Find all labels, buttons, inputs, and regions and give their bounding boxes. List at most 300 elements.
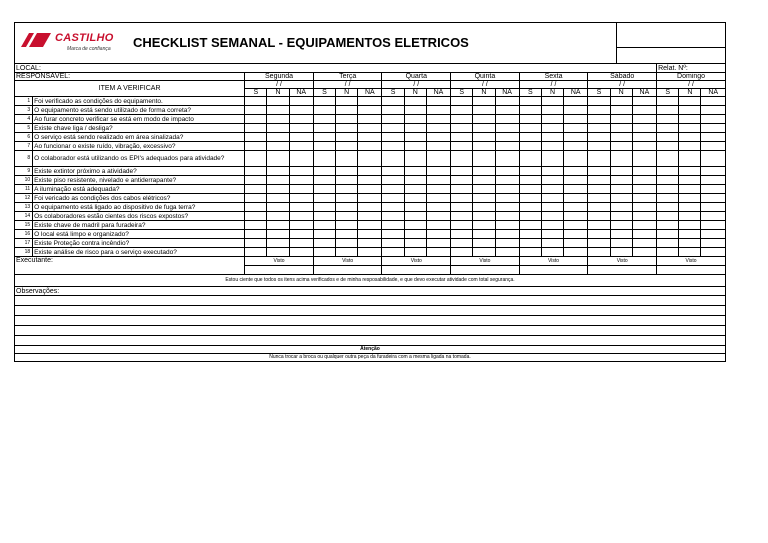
check-cell[interactable]: [451, 176, 473, 185]
check-cell[interactable]: [541, 212, 563, 221]
check-cell[interactable]: [519, 176, 541, 185]
check-cell[interactable]: [541, 167, 563, 176]
check-cell[interactable]: [495, 212, 519, 221]
check-cell[interactable]: [382, 142, 404, 151]
check-cell[interactable]: [473, 151, 495, 167]
check-cell[interactable]: [679, 133, 701, 142]
local-field[interactable]: LOCAL:: [15, 64, 657, 73]
check-cell[interactable]: [358, 142, 382, 151]
check-cell[interactable]: [245, 212, 267, 221]
check-cell[interactable]: [473, 185, 495, 194]
check-cell[interactable]: [404, 106, 426, 115]
check-cell[interactable]: [679, 221, 701, 230]
check-cell[interactable]: [679, 248, 701, 257]
check-cell[interactable]: [289, 115, 313, 124]
check-cell[interactable]: [313, 124, 335, 133]
check-cell[interactable]: [358, 230, 382, 239]
check-cell[interactable]: [313, 239, 335, 248]
check-cell[interactable]: [679, 106, 701, 115]
visto-sign-cell[interactable]: [519, 266, 588, 275]
check-cell[interactable]: [632, 212, 656, 221]
check-cell[interactable]: [519, 142, 541, 151]
check-cell[interactable]: [404, 203, 426, 212]
check-cell[interactable]: [541, 176, 563, 185]
check-cell[interactable]: [588, 167, 610, 176]
check-cell[interactable]: [495, 115, 519, 124]
check-cell[interactable]: [657, 151, 679, 167]
check-cell[interactable]: [451, 212, 473, 221]
check-cell[interactable]: [358, 203, 382, 212]
check-cell[interactable]: [313, 151, 335, 167]
check-cell[interactable]: [495, 124, 519, 133]
check-cell[interactable]: [382, 185, 404, 194]
check-cell[interactable]: [289, 124, 313, 133]
check-cell[interactable]: [245, 230, 267, 239]
check-cell[interactable]: [564, 194, 588, 203]
check-cell[interactable]: [519, 106, 541, 115]
check-cell[interactable]: [289, 142, 313, 151]
check-cell[interactable]: [451, 115, 473, 124]
check-cell[interactable]: [336, 185, 358, 194]
check-cell[interactable]: [451, 239, 473, 248]
visto-sign-cell[interactable]: [313, 266, 382, 275]
date-field[interactable]: / /: [451, 81, 520, 89]
check-cell[interactable]: [610, 221, 632, 230]
check-cell[interactable]: [632, 176, 656, 185]
check-cell[interactable]: [495, 142, 519, 151]
check-cell[interactable]: [313, 167, 335, 176]
check-cell[interactable]: [519, 97, 541, 106]
check-cell[interactable]: [701, 212, 726, 221]
check-cell[interactable]: [588, 115, 610, 124]
check-cell[interactable]: [632, 185, 656, 194]
check-cell[interactable]: [382, 212, 404, 221]
check-cell[interactable]: [358, 194, 382, 203]
check-cell[interactable]: [519, 221, 541, 230]
check-cell[interactable]: [289, 185, 313, 194]
check-cell[interactable]: [473, 194, 495, 203]
check-cell[interactable]: [541, 185, 563, 194]
check-cell[interactable]: [701, 194, 726, 203]
check-cell[interactable]: [267, 97, 289, 106]
check-cell[interactable]: [451, 151, 473, 167]
visto-sign-cell[interactable]: [245, 266, 314, 275]
check-cell[interactable]: [426, 124, 450, 133]
visto-sign-cell[interactable]: [382, 266, 451, 275]
check-cell[interactable]: [245, 124, 267, 133]
check-cell[interactable]: [404, 124, 426, 133]
check-cell[interactable]: [267, 151, 289, 167]
check-cell[interactable]: [267, 194, 289, 203]
check-cell[interactable]: [289, 230, 313, 239]
check-cell[interactable]: [610, 124, 632, 133]
check-cell[interactable]: [426, 151, 450, 167]
check-cell[interactable]: [679, 124, 701, 133]
check-cell[interactable]: [336, 124, 358, 133]
check-cell[interactable]: [588, 97, 610, 106]
check-cell[interactable]: [404, 194, 426, 203]
check-cell[interactable]: [473, 212, 495, 221]
check-cell[interactable]: [289, 97, 313, 106]
check-cell[interactable]: [679, 151, 701, 167]
check-cell[interactable]: [657, 212, 679, 221]
check-cell[interactable]: [701, 151, 726, 167]
check-cell[interactable]: [336, 176, 358, 185]
check-cell[interactable]: [610, 239, 632, 248]
check-cell[interactable]: [588, 176, 610, 185]
check-cell[interactable]: [632, 194, 656, 203]
check-cell[interactable]: [679, 115, 701, 124]
check-cell[interactable]: [495, 239, 519, 248]
observacoes-line[interactable]: [15, 296, 726, 306]
check-cell[interactable]: [404, 142, 426, 151]
check-cell[interactable]: [701, 97, 726, 106]
check-cell[interactable]: [701, 203, 726, 212]
check-cell[interactable]: [473, 230, 495, 239]
check-cell[interactable]: [404, 248, 426, 257]
check-cell[interactable]: [541, 221, 563, 230]
check-cell[interactable]: [358, 176, 382, 185]
check-cell[interactable]: [679, 185, 701, 194]
check-cell[interactable]: [289, 106, 313, 115]
check-cell[interactable]: [657, 133, 679, 142]
check-cell[interactable]: [473, 248, 495, 257]
check-cell[interactable]: [495, 248, 519, 257]
check-cell[interactable]: [495, 194, 519, 203]
check-cell[interactable]: [701, 248, 726, 257]
check-cell[interactable]: [657, 115, 679, 124]
check-cell[interactable]: [451, 230, 473, 239]
check-cell[interactable]: [564, 176, 588, 185]
check-cell[interactable]: [519, 185, 541, 194]
check-cell[interactable]: [519, 239, 541, 248]
check-cell[interactable]: [473, 176, 495, 185]
check-cell[interactable]: [679, 230, 701, 239]
check-cell[interactable]: [564, 133, 588, 142]
check-cell[interactable]: [382, 194, 404, 203]
check-cell[interactable]: [657, 97, 679, 106]
check-cell[interactable]: [382, 221, 404, 230]
date-field[interactable]: / /: [657, 81, 726, 89]
check-cell[interactable]: [679, 97, 701, 106]
check-cell[interactable]: [358, 185, 382, 194]
check-cell[interactable]: [701, 185, 726, 194]
check-cell[interactable]: [473, 142, 495, 151]
check-cell[interactable]: [541, 106, 563, 115]
check-cell[interactable]: [289, 248, 313, 257]
check-cell[interactable]: [404, 230, 426, 239]
check-cell[interactable]: [404, 176, 426, 185]
check-cell[interactable]: [473, 167, 495, 176]
check-cell[interactable]: [451, 185, 473, 194]
check-cell[interactable]: [495, 97, 519, 106]
check-cell[interactable]: [336, 133, 358, 142]
check-cell[interactable]: [245, 151, 267, 167]
check-cell[interactable]: [245, 97, 267, 106]
check-cell[interactable]: [632, 203, 656, 212]
check-cell[interactable]: [358, 133, 382, 142]
check-cell[interactable]: [701, 115, 726, 124]
check-cell[interactable]: [358, 221, 382, 230]
check-cell[interactable]: [267, 176, 289, 185]
check-cell[interactable]: [564, 97, 588, 106]
check-cell[interactable]: [267, 221, 289, 230]
check-cell[interactable]: [336, 151, 358, 167]
check-cell[interactable]: [426, 194, 450, 203]
check-cell[interactable]: [451, 142, 473, 151]
check-cell[interactable]: [336, 221, 358, 230]
check-cell[interactable]: [495, 230, 519, 239]
check-cell[interactable]: [610, 212, 632, 221]
check-cell[interactable]: [519, 167, 541, 176]
check-cell[interactable]: [358, 167, 382, 176]
check-cell[interactable]: [313, 176, 335, 185]
relat-field[interactable]: Relat. Nº:: [657, 64, 726, 73]
check-cell[interactable]: [451, 167, 473, 176]
check-cell[interactable]: [267, 124, 289, 133]
check-cell[interactable]: [564, 142, 588, 151]
check-cell[interactable]: [451, 203, 473, 212]
check-cell[interactable]: [382, 230, 404, 239]
check-cell[interactable]: [473, 203, 495, 212]
check-cell[interactable]: [289, 133, 313, 142]
check-cell[interactable]: [336, 248, 358, 257]
check-cell[interactable]: [632, 115, 656, 124]
check-cell[interactable]: [588, 133, 610, 142]
check-cell[interactable]: [610, 106, 632, 115]
check-cell[interactable]: [588, 142, 610, 151]
check-cell[interactable]: [358, 248, 382, 257]
check-cell[interactable]: [657, 194, 679, 203]
check-cell[interactable]: [657, 221, 679, 230]
check-cell[interactable]: [679, 194, 701, 203]
check-cell[interactable]: [610, 230, 632, 239]
check-cell[interactable]: [382, 167, 404, 176]
check-cell[interactable]: [245, 133, 267, 142]
check-cell[interactable]: [610, 115, 632, 124]
check-cell[interactable]: [267, 239, 289, 248]
check-cell[interactable]: [495, 167, 519, 176]
check-cell[interactable]: [404, 167, 426, 176]
check-cell[interactable]: [632, 167, 656, 176]
check-cell[interactable]: [541, 248, 563, 257]
check-cell[interactable]: [382, 203, 404, 212]
check-cell[interactable]: [358, 115, 382, 124]
check-cell[interactable]: [426, 248, 450, 257]
check-cell[interactable]: [679, 212, 701, 221]
check-cell[interactable]: [610, 248, 632, 257]
check-cell[interactable]: [267, 133, 289, 142]
check-cell[interactable]: [701, 239, 726, 248]
check-cell[interactable]: [541, 239, 563, 248]
check-cell[interactable]: [657, 248, 679, 257]
check-cell[interactable]: [404, 115, 426, 124]
check-cell[interactable]: [245, 142, 267, 151]
check-cell[interactable]: [426, 142, 450, 151]
check-cell[interactable]: [632, 97, 656, 106]
check-cell[interactable]: [245, 239, 267, 248]
check-cell[interactable]: [541, 194, 563, 203]
check-cell[interactable]: [426, 115, 450, 124]
check-cell[interactable]: [404, 221, 426, 230]
check-cell[interactable]: [426, 133, 450, 142]
check-cell[interactable]: [519, 133, 541, 142]
check-cell[interactable]: [404, 151, 426, 167]
check-cell[interactable]: [404, 212, 426, 221]
check-cell[interactable]: [358, 212, 382, 221]
check-cell[interactable]: [657, 239, 679, 248]
check-cell[interactable]: [382, 133, 404, 142]
check-cell[interactable]: [588, 221, 610, 230]
check-cell[interactable]: [289, 221, 313, 230]
check-cell[interactable]: [519, 248, 541, 257]
check-cell[interactable]: [632, 124, 656, 133]
check-cell[interactable]: [289, 194, 313, 203]
check-cell[interactable]: [451, 194, 473, 203]
check-cell[interactable]: [519, 151, 541, 167]
check-cell[interactable]: [519, 194, 541, 203]
check-cell[interactable]: [610, 194, 632, 203]
check-cell[interactable]: [245, 248, 267, 257]
check-cell[interactable]: [313, 230, 335, 239]
check-cell[interactable]: [245, 176, 267, 185]
check-cell[interactable]: [313, 185, 335, 194]
check-cell[interactable]: [519, 203, 541, 212]
check-cell[interactable]: [632, 230, 656, 239]
check-cell[interactable]: [564, 115, 588, 124]
date-field[interactable]: / /: [382, 81, 451, 89]
check-cell[interactable]: [541, 151, 563, 167]
check-cell[interactable]: [701, 106, 726, 115]
check-cell[interactable]: [610, 185, 632, 194]
check-cell[interactable]: [289, 212, 313, 221]
check-cell[interactable]: [632, 133, 656, 142]
date-field[interactable]: / /: [588, 81, 657, 89]
check-cell[interactable]: [657, 185, 679, 194]
check-cell[interactable]: [426, 212, 450, 221]
check-cell[interactable]: [267, 230, 289, 239]
check-cell[interactable]: [657, 203, 679, 212]
check-cell[interactable]: [610, 203, 632, 212]
check-cell[interactable]: [267, 115, 289, 124]
check-cell[interactable]: [336, 203, 358, 212]
check-cell[interactable]: [657, 106, 679, 115]
check-cell[interactable]: [358, 124, 382, 133]
check-cell[interactable]: [382, 115, 404, 124]
check-cell[interactable]: [336, 212, 358, 221]
check-cell[interactable]: [588, 230, 610, 239]
check-cell[interactable]: [541, 133, 563, 142]
check-cell[interactable]: [588, 124, 610, 133]
check-cell[interactable]: [426, 185, 450, 194]
check-cell[interactable]: [289, 151, 313, 167]
observacoes-line[interactable]: [15, 326, 726, 336]
check-cell[interactable]: [336, 106, 358, 115]
check-cell[interactable]: [336, 239, 358, 248]
check-cell[interactable]: [245, 185, 267, 194]
check-cell[interactable]: [473, 133, 495, 142]
check-cell[interactable]: [313, 194, 335, 203]
check-cell[interactable]: [426, 176, 450, 185]
check-cell[interactable]: [358, 97, 382, 106]
check-cell[interactable]: [313, 133, 335, 142]
check-cell[interactable]: [588, 239, 610, 248]
check-cell[interactable]: [313, 248, 335, 257]
check-cell[interactable]: [495, 176, 519, 185]
check-cell[interactable]: [495, 133, 519, 142]
check-cell[interactable]: [564, 221, 588, 230]
check-cell[interactable]: [426, 97, 450, 106]
check-cell[interactable]: [404, 239, 426, 248]
check-cell[interactable]: [564, 106, 588, 115]
check-cell[interactable]: [451, 124, 473, 133]
check-cell[interactable]: [564, 167, 588, 176]
check-cell[interactable]: [451, 133, 473, 142]
date-field[interactable]: / /: [519, 81, 588, 89]
check-cell[interactable]: [495, 106, 519, 115]
check-cell[interactable]: [473, 221, 495, 230]
check-cell[interactable]: [657, 167, 679, 176]
check-cell[interactable]: [588, 185, 610, 194]
check-cell[interactable]: [564, 248, 588, 257]
check-cell[interactable]: [495, 185, 519, 194]
check-cell[interactable]: [382, 239, 404, 248]
check-cell[interactable]: [358, 106, 382, 115]
date-field[interactable]: / /: [313, 81, 382, 89]
check-cell[interactable]: [679, 239, 701, 248]
check-cell[interactable]: [679, 142, 701, 151]
check-cell[interactable]: [495, 151, 519, 167]
check-cell[interactable]: [267, 142, 289, 151]
check-cell[interactable]: [657, 142, 679, 151]
check-cell[interactable]: [473, 115, 495, 124]
check-cell[interactable]: [473, 239, 495, 248]
check-cell[interactable]: [451, 221, 473, 230]
check-cell[interactable]: [267, 203, 289, 212]
check-cell[interactable]: [610, 97, 632, 106]
check-cell[interactable]: [564, 151, 588, 167]
check-cell[interactable]: [426, 203, 450, 212]
check-cell[interactable]: [701, 167, 726, 176]
check-cell[interactable]: [519, 115, 541, 124]
check-cell[interactable]: [632, 221, 656, 230]
check-cell[interactable]: [519, 124, 541, 133]
check-cell[interactable]: [451, 248, 473, 257]
check-cell[interactable]: [701, 230, 726, 239]
check-cell[interactable]: [426, 167, 450, 176]
check-cell[interactable]: [313, 106, 335, 115]
check-cell[interactable]: [495, 221, 519, 230]
visto-sign-cell[interactable]: [657, 266, 726, 275]
check-cell[interactable]: [245, 221, 267, 230]
check-cell[interactable]: [336, 230, 358, 239]
check-cell[interactable]: [588, 248, 610, 257]
check-cell[interactable]: [404, 97, 426, 106]
check-cell[interactable]: [313, 212, 335, 221]
check-cell[interactable]: [336, 142, 358, 151]
check-cell[interactable]: [610, 133, 632, 142]
check-cell[interactable]: [564, 212, 588, 221]
check-cell[interactable]: [404, 185, 426, 194]
check-cell[interactable]: [358, 151, 382, 167]
check-cell[interactable]: [473, 124, 495, 133]
check-cell[interactable]: [289, 203, 313, 212]
check-cell[interactable]: [564, 239, 588, 248]
check-cell[interactable]: [701, 124, 726, 133]
check-cell[interactable]: [541, 142, 563, 151]
check-cell[interactable]: [610, 167, 632, 176]
check-cell[interactable]: [541, 230, 563, 239]
